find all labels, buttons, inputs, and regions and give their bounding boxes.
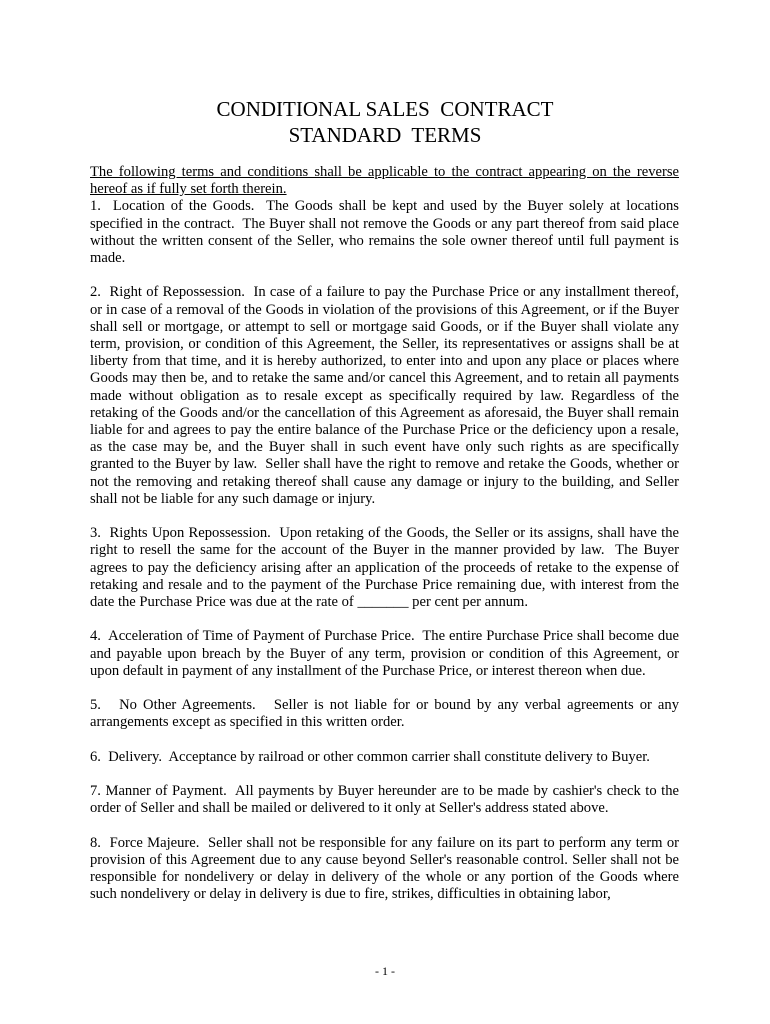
paragraph-no-other-agreements: 5. No Other Agreements. Seller is not liable for or bound by any verbal agreements or any arrangements except as specified in this written order. — [90, 697, 683, 731]
paragraph-spacer — [90, 508, 679, 525]
paragraph-rights-upon-repossession: 3. Rights Upon Repossession. Upon retaking of the Goods, the Seller or its assigns, shall have the right to resell the same for the account of the Buyer in the manner provided by law. The Buyer agrees to pay the deficiency arising after an application of the proceeds of retake to the expense of retaking and resale and to the payment of the Purchase Price remaining due, with interest from the date the Purchase Price was due at the rate of _______ per cent per annum. — [90, 525, 683, 611]
paragraph-force-majeure: 8. Force Majeure. Seller shall not be responsible for any failure on its part to perform any term or provision of this Agreement due to any cause beyond Seller's reasonable control. Seller shall not be responsible for nondelivery or delay in delivery of the whole or any portion of the Goods where such nondelivery or delay in delivery is due to fire, strikes, difficulties in obtaining labor, — [90, 834, 683, 903]
document-title-line-2: STANDARD TERMS — [288, 123, 482, 147]
paragraph-right-of-repossession: 2. Right of Repossession. In case of a failure to pay the Purchase Price or any installment thereof, or in case of a removal of the Goods in violation of the provisions of this Agreement, or if the Buyer shall sell or mortgage, or attempt to sell or mortgage said Goods, or if the Buyer shall violate any term, provision, or condition of this Agreement, the Seller, its representatives or assigns shall be at liberty from that time, and it is hereby authorized, to enter into and upon any place or places where Goods may then be, and to retake the same and/or cancel this Agreement, and to retain all payments made without obligation as to resale except as specifically required by law. Regardless of the retaking of the Goods and/or the cancellation of this Agreement as aforesaid, the Buyer shall remain liable for and agrees to pay the entire balance of the Purchase Price or the deficiency upon a resale, as the case may be, and the Buyer shall in such event have only such rights as are specifically granted to the Buyer by law. Seller shall have the right to remove and retake the Goods, whether or not the removing and retaking thereof shall cause any damage or injury to the building, and Seller shall not be liable for any such damage or injury. — [90, 284, 683, 507]
paragraph-delivery: 6. Delivery. Acceptance by railroad or other common carrier shall constitute delivery to Buyer. — [90, 748, 650, 765]
paragraph-spacer — [90, 680, 679, 697]
paragraph-acceleration: 4. Acceleration of Time of Payment of Purchase Price. The entire Purchase Price shall become due and payable upon breach by the Buyer of any term, provision or condition of this Agreement, or upon default in payment of any installment of the Purchase Price, or interest thereon when due. — [90, 628, 683, 679]
paragraph-spacer — [90, 267, 679, 284]
document-body — [90, 164, 683, 904]
paragraph-location-of-goods: 1. Location of the Goods. The Goods shall be kept and used by the Buyer solely at locations specified in the contract. The Buyer shall not remove the Goods or any part thereof from said place without the written consent of the Seller, who remains the sole owner thereof until full payment is made. — [90, 198, 683, 267]
paragraph-manner-of-payment: 7. Manner of Payment. All payments by Buyer hereunder are to be made by cashier's check to the order of Seller and shall be mailed or delivered to it only at Seller's address stated above. — [90, 783, 683, 817]
paragraph-spacer — [90, 732, 679, 749]
document-title-line-1: CONDITIONAL SALES CONTRACT — [216, 97, 554, 121]
paragraph-spacer — [90, 818, 679, 835]
intro-text: The following terms and conditions shall be applicable to the contract appearing on the reverse hereof as if fully set forth therein. — [90, 164, 679, 198]
paragraph-spacer — [90, 611, 679, 628]
page-number: - 1 - — [375, 964, 395, 978]
paragraph-spacer — [90, 766, 679, 783]
